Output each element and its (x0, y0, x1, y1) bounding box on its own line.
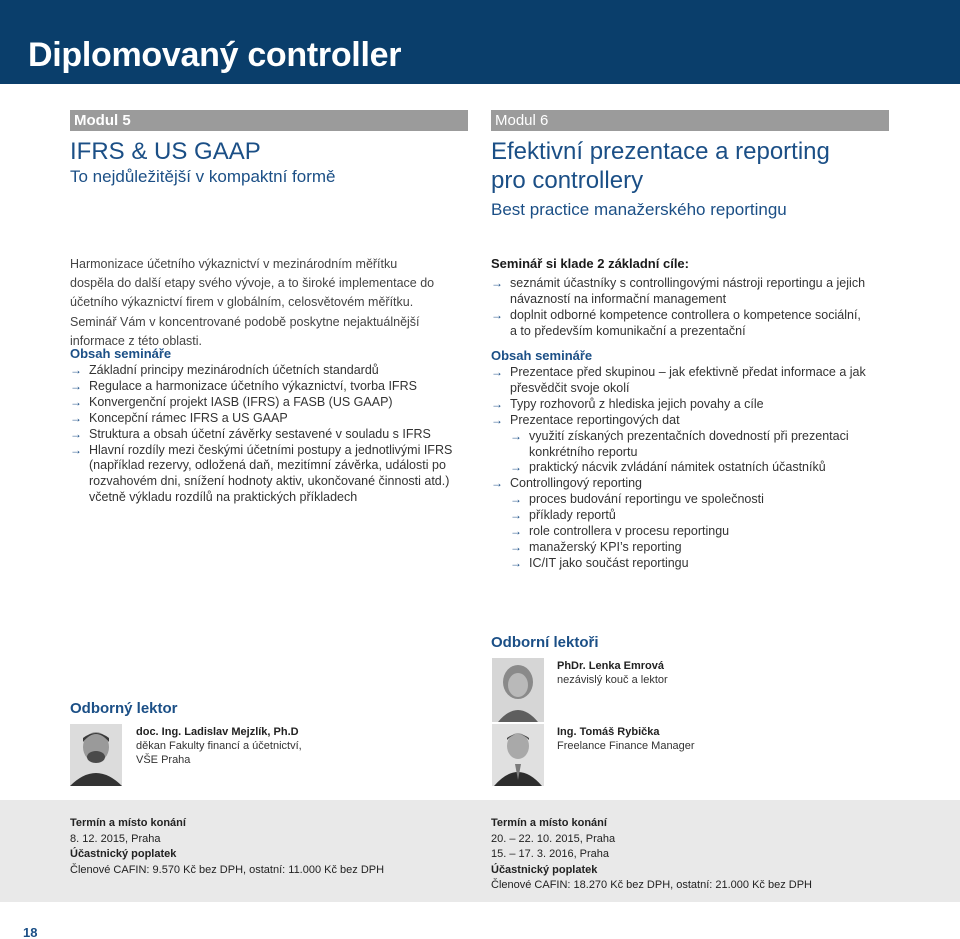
module6-footer (491, 816, 812, 894)
lecturer-role-rybicka: Freelance Finance Manager (557, 740, 695, 752)
list-item: → manažerský KPI’s reporting (510, 540, 871, 556)
module6-content-list (491, 365, 871, 572)
lecturer-photo-emrova (492, 658, 544, 722)
list-item: → Základní principy mezinárodních účetních standardů (70, 363, 470, 379)
list-item: → Koncepční rámec IFRS a US GAAP (70, 411, 470, 427)
lecturer-role-emrova: nezávislý kouč a lektor (557, 674, 668, 686)
module5-content-list (70, 363, 470, 506)
list-item: → role controllera v procesu reportingu (510, 524, 871, 540)
module5-content (70, 345, 470, 506)
module5-fee-heading: Účastnický poplatek (70, 848, 177, 860)
module5-venue-heading: Termín a místo konání (70, 817, 186, 829)
header-banner (0, 0, 960, 84)
module6-title-line2: pro controllery (491, 167, 644, 194)
list-item: → proces budování reportingu ve společnosti (510, 492, 871, 508)
list-item: → Controllingový reporting (491, 476, 871, 492)
list-item: → příklady reportů (510, 508, 871, 524)
list-item: → IC/IT jako součást reportingu (510, 556, 871, 572)
module6-goals-list (491, 276, 871, 340)
module6-content (491, 347, 871, 572)
module5-lecturer-heading: Odborný lektor (70, 700, 178, 717)
list-item: → doplnit odborné kompetence controllera o kompetence sociální, a to především komunikační a prezentační (491, 308, 871, 340)
list-item: → Prezentace reportingových dat (491, 413, 871, 429)
list-item: → Prezentace před skupinou – jak efektivně předat informace a jak přesvědčit svoje okolí (491, 365, 871, 397)
list-item: → seznámit účastníky s controllingovými nástroji reportingu a jejich návazností na informační management (491, 276, 871, 308)
list-item: → využití získaných prezentačních dovedností při prezentaci konkrétního reportu (510, 429, 871, 461)
lecturer-name-rybicka: Ing. Tomáš Rybička (557, 726, 660, 738)
module6-fee: Členové CAFIN: 18.270 Kč bez DPH, ostatní: 21.000 Kč bez DPH (491, 879, 812, 891)
module5-header (70, 110, 468, 188)
module6-goals (491, 255, 871, 340)
module6-subtitle: Best practice manažerského reportingu (491, 200, 787, 219)
list-item: → Konvergenční projekt IASB (IFRS) a FASB (US GAAP) (70, 395, 470, 411)
module5-venue: 8. 12. 2015, Praha (70, 832, 161, 845)
footer-info-band (0, 800, 960, 902)
page-title: Diplomovaný controller (28, 36, 402, 74)
lecturer-name-mejzlik: doc. Ing. Ladislav Mejzlík, Ph.D (136, 726, 299, 738)
module5-label: Modul 5 (70, 110, 468, 131)
module6-venue-heading: Termín a místo konání (491, 817, 607, 829)
module6-content-heading: Obsah semináře (491, 348, 593, 363)
module5-fee: Členové CAFIN: 9.570 Kč bez DPH, ostatní: 11.000 Kč bez DPH (70, 863, 385, 876)
module6-goals-heading: Seminář si klade 2 základní cíle: (491, 256, 689, 271)
module6-lecturers-heading: Odborní lektoři (491, 634, 599, 651)
module5-footer (70, 816, 384, 878)
lecturer-role-mejzlik-line2: VŠE Praha (136, 754, 191, 766)
module5-intro: Harmonizace účetního výkaznictví v mezinárodním měřítku dospěla do další etapy svého vývoje, a to široké implementace do účetního výkaznictví firem v globálním, celosvětovém měřítku. Seminář Vám v koncentrované podobě poskytne nejaktuálnější informace z této oblasti. (70, 257, 435, 348)
module6-fee-heading: Účastnický poplatek (491, 863, 598, 876)
module5-subtitle: To nejdůležitější v kompaktní formě (70, 167, 336, 186)
module5-title: IFRS & US GAAP (70, 138, 261, 165)
list-item: → Hlavní rozdíly mezi českými účetními postupy a jednotlivými IFRS (například rezervy, odložená daň, mezitímní závěrka, události po rozvahovém dni, snížení hodnoty aktiv, ukončované činnosti atd.) včetně výkladu rozdílů na praktických příkladech (70, 443, 470, 507)
page-number: 18 (23, 925, 38, 939)
list-item: → Typy rozhovorů z hlediska jejich povahy a cíle (491, 397, 871, 413)
lecturer-role-mejzlik-line1: děkan Fakulty financí a účetnictví, (136, 740, 302, 752)
lecturer-photo-rybicka (492, 724, 544, 786)
list-item: → Regulace a harmonizace účetního výkaznictví, tvorba IFRS (70, 379, 470, 395)
list-item: → Struktura a obsah účetní závěrky sestavené v souladu s IFRS (70, 427, 470, 443)
module6-header (491, 110, 889, 221)
module6-venue-date-1: 20. – 22. 10. 2015, Praha (491, 832, 616, 845)
module6-label: Modul 6 (491, 110, 889, 131)
module6-title-line1: Efektivní prezentace a reporting (491, 138, 830, 165)
module6-venue-date-2: 15. – 17. 3. 2016, Praha (491, 848, 610, 860)
list-item: → praktický nácvik zvládání námitek ostatních účastníků (510, 460, 871, 476)
lecturer-photo-mejzlik (70, 724, 122, 786)
module5-content-heading: Obsah semináře (70, 346, 172, 361)
lecturer-name-emrova: PhDr. Lenka Emrová (557, 660, 664, 672)
